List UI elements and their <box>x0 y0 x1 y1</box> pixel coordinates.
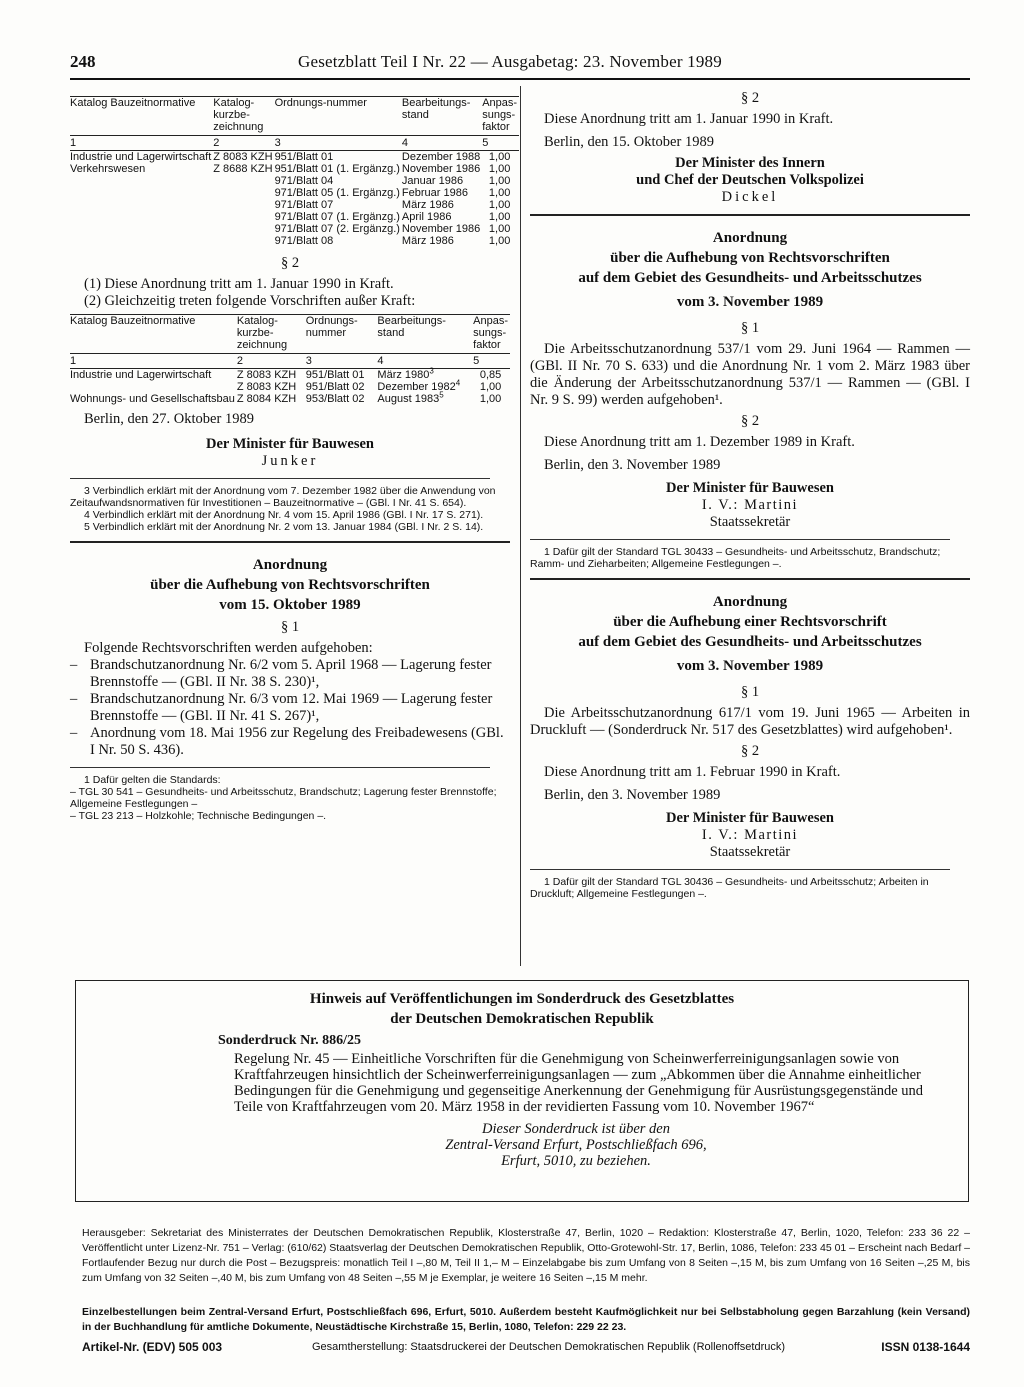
cell-order-number: 951/Blatt 01 (1. Ergänzg.) <box>274 163 400 175</box>
table-row <box>70 235 519 247</box>
paragraph: Diese Anordnung tritt am 1. Januar 1990 in Kraft. <box>544 111 834 127</box>
col-header: Bearbeitungs-stand <box>377 315 446 339</box>
signatory-office: Der Minister für Bauwesen <box>666 810 834 826</box>
section-mark: § 2 <box>740 90 760 106</box>
cell-factor: 1,00 <box>488 163 511 175</box>
ordering-info <box>276 1121 876 1169</box>
notice-title <box>76 989 968 1029</box>
table-row <box>70 199 519 211</box>
cell-factor: 1,00 <box>488 235 511 247</box>
cell-order-number: 951/Blatt 02 <box>305 381 365 393</box>
cell-factor: 1,00 <box>488 187 511 199</box>
left-column <box>70 96 518 822</box>
section-mark: § 1 <box>740 684 760 700</box>
special-print-number: Sonderdruck Nr. 886/25 <box>218 1033 362 1048</box>
footnote-marker: 3 <box>429 366 434 376</box>
signatory-role: Staatssekretär <box>709 844 791 860</box>
signatory-name: Dickel <box>721 189 779 205</box>
col-header: Anpas-sungs-faktor <box>482 97 518 133</box>
cell-factor: 1,00 <box>479 393 502 405</box>
cell-code <box>213 199 274 211</box>
section-mark: § 2 <box>280 255 300 271</box>
ordering-info-line: Dieser Sonderdruck ist über den <box>482 1121 670 1137</box>
cell-status: April 1986 <box>401 211 452 223</box>
cell-order-number: 971/Blatt 04 <box>274 175 334 187</box>
cell-status: März 1986 <box>401 235 454 247</box>
paragraph: Diese Anordnung tritt am 1. Dezember 1989 in Kraft. <box>544 434 855 450</box>
footnote: 4 Verbindlich erklärt mit der Anordnung Nr. 4 vom 15. April 1986 (GBl. I Nr. 17 S. 271). <box>84 509 484 521</box>
cell-catalog: Verkehrswesen <box>70 163 146 175</box>
col-number: 3 <box>275 136 402 151</box>
cell-code <box>213 223 274 235</box>
cell-code <box>213 187 274 199</box>
cell-catalog <box>70 235 213 247</box>
signatory-office: und Chef der Deutschen Volkspolizei <box>636 172 864 188</box>
table-2-body <box>70 366 510 406</box>
footnote-rule <box>70 767 490 768</box>
cell-factor: 0,85 <box>479 369 502 381</box>
paragraph: Die Arbeitsschutzanordnung 617/1 vom 19. Juni 1965 — Arbeiten in Druckluft — (Sonderdruck Nr. 517 des Gesetzblattes) wird aufgehoben¹. <box>530 705 970 738</box>
col-header: Katalog Bauzeitnormative <box>70 315 196 327</box>
list-item: – Anordnung vom 18. Mai 1956 zur Regelung des Freibadewesens (GBl. I Nr. 50 S. 436). <box>70 725 510 759</box>
signatory-office: Der Minister für Bauwesen <box>206 436 374 452</box>
section-mark: § 2 <box>740 413 760 429</box>
col-number: 2 <box>213 136 274 151</box>
decree-title: Anordnung <box>712 594 788 610</box>
table-row <box>70 369 510 382</box>
section-rule <box>530 578 970 580</box>
catalog-table-2 <box>70 314 510 405</box>
table-row <box>70 223 519 235</box>
cell-order-number: 971/Blatt 07 (1. Ergänzg.) <box>274 211 400 223</box>
cell-catalog: Wohnungs- und Gesellschaftsbau <box>70 393 235 405</box>
cell-status: August 1983$^5$ <box>377 390 444 405</box>
section-rule <box>70 541 510 543</box>
paragraph: Diese Anordnung tritt am 1. Februar 1990 in Kraft. <box>544 764 841 780</box>
cell-status: Februar 1986 <box>401 187 468 199</box>
cell-catalog <box>70 187 213 199</box>
decree-date: vom 3. November 1989 <box>676 294 824 310</box>
notice-title-line: der Deutschen Demokratischen Republik <box>390 1011 654 1027</box>
table-row <box>70 393 510 405</box>
cell-code: Z 8083 KZH <box>236 381 297 393</box>
col-number: 3 <box>306 354 378 369</box>
signatory-name: I. V.: Martini <box>701 497 799 513</box>
ordering-text: Einzelbestellungen beim Zentral-Versand Erfurt, Postschließfach 696, Erfurt, 5010. Außerdem besteht Kaufmöglichkeit nur bei Selbstabholung gegen Barzahlung (kein Versand) in der Buchhandlung für amtliche Dokumente, Neustädtische Kirchstraße 15, Berlin, 1080, Telefon: 229 22 23. <box>82 1306 970 1333</box>
decree-title: Anordnung <box>712 230 788 246</box>
footnote-marker: 5 <box>439 390 444 400</box>
footnote: 3 Verbindlich erklärt mit der Anordnung vom 7. Dezember 1982 über die Anwendung von Zeitaufwandsnormativen für Investitionen – Bauzeitnormative – (GBl. I Nr. 41 S. 654). <box>70 485 496 509</box>
cell-status: Dezember 1982$^4$ <box>377 378 461 393</box>
footnote: 1 Dafür gilt der Standard TGL 30436 – Gesundheits- und Arbeitsschutz; Arbeiten in Druckluft; Allgemeine Festlegungen –. <box>530 876 929 900</box>
cell-status: November 1986 <box>401 223 481 235</box>
col-header: Katalog Bauzeitnormative <box>70 97 196 109</box>
table-row <box>70 211 519 223</box>
cell-factor: 1,00 <box>479 381 502 393</box>
section-mark: § 1 <box>740 320 760 336</box>
cell-order-number: 951/Blatt 01 <box>274 151 334 163</box>
table-row <box>70 151 519 164</box>
printer-info: Gesamtherstellung: Staatsdruckerei der Deutschen Demokratischen Republik (Rollenoffsetdruck) <box>312 1341 786 1353</box>
col-header: Anpas-sungs-faktor <box>473 315 508 351</box>
footnote: – TGL 23 213 – Holzkohle; Technische Bedingungen –. <box>70 810 327 822</box>
cell-factor: 1,00 <box>488 199 511 211</box>
notice-title-line: Hinweis auf Veröffentlichungen im Sonderdruck des Gesetzblattes <box>309 991 735 1007</box>
footnote: – TGL 30 541 – Gesundheits- und Arbeitsschutz, Brandschutz; Lagerung fester Brennstoffe; Allgemeine Festlegungen – <box>70 786 497 810</box>
footnote: 5 Verbindlich erklärt mit der Anordnung Nr. 2 vom 13. Januar 1984 (GBl. I Nr. 2 S. 14). <box>84 521 484 533</box>
issn: ISSN 0138-1644 <box>881 1340 970 1354</box>
place-date: Berlin, den 27. Oktober 1989 <box>84 411 254 427</box>
catalog-table-1 <box>70 96 519 247</box>
ordering-info-line: Zentral-Versand Erfurt, Postschließfach 696, <box>445 1137 707 1153</box>
cell-order-number: 971/Blatt 07 (2. Ergänzg.) <box>274 223 400 235</box>
cell-code: Z 8688 KZH <box>213 163 273 175</box>
notice-box <box>75 980 969 1202</box>
cell-catalog <box>70 223 213 235</box>
table-1-body <box>70 151 519 248</box>
page-header <box>70 52 970 74</box>
header-rule <box>70 78 970 80</box>
col-header: Ordnungs-nummer <box>305 315 358 339</box>
cell-code: Z 8083 KZH <box>213 151 273 163</box>
decree-subtitle: über die Aufhebung von Rechtsvorschriften <box>610 250 890 266</box>
col-number: 4 <box>402 136 482 151</box>
cell-status: März 1980$^3$ <box>377 366 434 381</box>
table-row <box>70 187 519 199</box>
paragraph: Die Arbeitsschutzanordnung 537/1 vom 29. Juni 1964 — Rammen — (GBl. II Nr. 70 S. 633) und die Anordnung Nr. 1 vom 2. März 1983 über die Änderung der Arbeitsschutzanordnung 537/1 — Rammen — (GBl. I Nr. 9 S. 99) werden aufgehoben¹. <box>530 341 970 408</box>
signatory-office: Der Minister des Innern <box>675 155 825 171</box>
list-item-text: Brandschutzanordnung Nr. 6/2 vom 5. April 1968 — Lagerung fester Brennstoffe — (GBl. II Nr. 38 S. 230)¹, <box>90 657 492 690</box>
col-number: 1 <box>70 354 237 369</box>
footnote: 1 Dafür gilt der Standard TGL 30433 – Gesundheits- und Arbeitsschutz, Brandschutz; Ramm- und Zieharbeiten; Allgemeine Festlegungen –. <box>530 546 941 570</box>
cell-code: Z 8084 KZH <box>236 393 297 405</box>
table-row <box>70 163 519 175</box>
gazette-title: Gesetzblatt Teil I Nr. 22 — Ausgabetag: 23. November 1989 <box>298 52 722 71</box>
signatory-name: I. V.: Martini <box>701 827 799 843</box>
imprint-footer <box>82 1340 970 1358</box>
cell-code <box>213 211 274 223</box>
col-header: Katalog-kurzbe-zeichnung <box>213 97 264 133</box>
list-item-text: Brandschutzanordnung Nr. 6/3 vom 12. Mai 1969 — Lagerung fester Brennstoffe — (GBl. II Nr. 41 S. 267)¹, <box>90 691 493 724</box>
decree-date: vom 15. Oktober 1989 <box>219 597 361 613</box>
decree-subtitle: auf dem Gebiet des Gesundheits- und Arbeitsschutzes <box>578 634 922 650</box>
cell-order-number: 953/Blatt 02 <box>305 393 365 405</box>
cell-catalog <box>70 381 237 393</box>
article-number: Artikel-Nr. (EDV) 505 003 <box>82 1340 223 1354</box>
place-date: Berlin, den 15. Oktober 1989 <box>544 134 714 150</box>
place-date: Berlin, den 3. November 1989 <box>544 787 721 803</box>
decree-subtitle: über die Aufhebung von Rechtsvorschriften <box>150 577 430 593</box>
section-rule <box>530 214 970 216</box>
special-print-description: Regelung Nr. 45 — Einheitliche Vorschriften für die Genehmigung von Scheinwerferreinigungsanlagen sowie von Kraftfahrzeugen hinsichtlich der Scheinwerferreinigungsanlagen — zum „Abkommen über die Annahme einheitlicher Bedingungen für die Genehmigung und gegenseitige Anerkennung der Genehmigung für Ausrüstungsgegenstände und Teile von Kraftfahrzeugen vom 20. März 1958 in der revidierten Fassung vom 10. November 1967“ <box>234 1051 924 1115</box>
cell-code <box>213 175 274 187</box>
decree-subtitle: über die Aufhebung einer Rechtsvorschrift <box>613 614 887 630</box>
col-number: 1 <box>70 136 213 151</box>
cell-code: Z 8083 KZH <box>236 369 297 381</box>
signatory-role: Staatssekretär <box>709 514 791 530</box>
footnote-rule <box>70 478 490 479</box>
col-number: 5 <box>482 136 519 151</box>
col-number: 4 <box>377 354 473 369</box>
footnote-rule <box>530 869 950 870</box>
decree-date: vom 3. November 1989 <box>676 658 824 674</box>
section-mark: § 1 <box>280 619 300 635</box>
cell-factor: 1,00 <box>488 175 511 187</box>
table-row <box>70 381 510 393</box>
footnote-rule <box>530 539 950 540</box>
cell-order-number: 971/Blatt 07 <box>274 199 334 211</box>
footnote: 1 Dafür gelten die Standards: <box>84 774 221 786</box>
col-header: Ordnungs-nummer <box>274 97 367 109</box>
col-header: Bearbeitungs-stand <box>401 97 471 121</box>
right-column <box>530 90 970 900</box>
signatory-name: Junker <box>261 453 319 469</box>
signatory-office: Der Minister für Bauwesen <box>666 480 834 496</box>
column-separator <box>520 86 521 966</box>
cell-factor: 1,00 <box>488 211 511 223</box>
cell-order-number: 971/Blatt 05 (1. Ergänzg.) <box>274 187 400 199</box>
page-number: 248 <box>70 52 96 71</box>
cell-catalog <box>70 199 213 211</box>
ordering-info-line: Erfurt, 5010, zu beziehen. <box>501 1153 651 1169</box>
cell-factor: 1,00 <box>488 223 511 235</box>
table-row <box>70 175 519 187</box>
col-header: Katalog-kurzbe-zeichnung <box>236 315 288 351</box>
imprint-text: Herausgeber: Sekretariat des Ministerrates der Deutschen Demokratischen Republik, Klosterstraße 47, Berlin, 1020 – Redaktion: Klosterstraße 47, Berlin, 1020, Telefon: 233 36 22 – Veröffentlicht unter Lizenz-Nr. 751 – Verlag: (610/62) Staatsverlag der Deutschen Demokratischen Republik, Otto-Grotewohl-Str. 17, Berlin, 1086, Telefon: 233 45 01 – Erscheint nach Bedarf – Fortlaufender Bezug nur durch die Post – Bezugspreis: monatlich Teil I –,80 M, Teil II 1,– M – Einzelabgabe bis zum Umfang von 8 Seiten –,15 M, bis zum Umfang von 16 Seiten –,25 M, bis zum Umfang von 32 Seiten –,40 M, bis zum Umfang von 48 Seiten –,55 M je Exemplar, je weitere 16 Seiten –,15 M mehr. <box>82 1227 970 1284</box>
section-mark: § 2 <box>740 743 760 759</box>
place-date: Berlin, den 3. November 1989 <box>544 457 721 473</box>
cell-catalog <box>70 175 213 187</box>
cell-catalog: Industrie und Lagerwirtschaft <box>70 369 212 381</box>
paragraph: (1) Diese Anordnung tritt am 1. Januar 1990 in Kraft. <box>84 276 394 292</box>
cell-order-number: 951/Blatt 01 <box>305 369 365 381</box>
cell-status: November 1986 <box>401 163 481 175</box>
col-number: 5 <box>473 354 510 369</box>
cell-status: Dezember 1988 <box>401 151 481 163</box>
cell-catalog <box>70 211 213 223</box>
paragraph: Folgende Rechtsvorschriften werden aufgehoben: <box>84 640 373 656</box>
cell-status: Januar 1986 <box>401 175 464 187</box>
cell-factor: 1,00 <box>488 151 511 163</box>
footnote-marker: 4 <box>455 378 461 388</box>
decree-title: Anordnung <box>252 557 328 573</box>
col-number: 2 <box>237 354 306 369</box>
list-item: – Brandschutzanordnung Nr. 6/3 vom 12. Mai 1969 — Lagerung fester Brennstoffe — (GBl. II Nr. 41 S. 267)¹, <box>70 691 510 725</box>
paragraph: (2) Gleichzeitig treten folgende Vorschriften außer Kraft: <box>84 293 416 309</box>
decree-subtitle: auf dem Gebiet des Gesundheits- und Arbeitsschutzes <box>578 270 922 286</box>
list-item-text: Anordnung vom 18. Mai 1956 zur Regelung des Freibadewesens (GBl. I Nr. 50 S. 436). <box>90 725 504 758</box>
cell-code <box>213 235 274 247</box>
cell-catalog: Industrie und Lagerwirtschaft <box>70 151 212 163</box>
cell-status: März 1986 <box>401 199 454 211</box>
list-item: – Brandschutzanordnung Nr. 6/2 vom 5. April 1968 — Lagerung fester Brennstoffe — (GBl. II Nr. 38 S. 230)¹, <box>70 657 510 691</box>
cell-order-number: 971/Blatt 08 <box>274 235 334 247</box>
